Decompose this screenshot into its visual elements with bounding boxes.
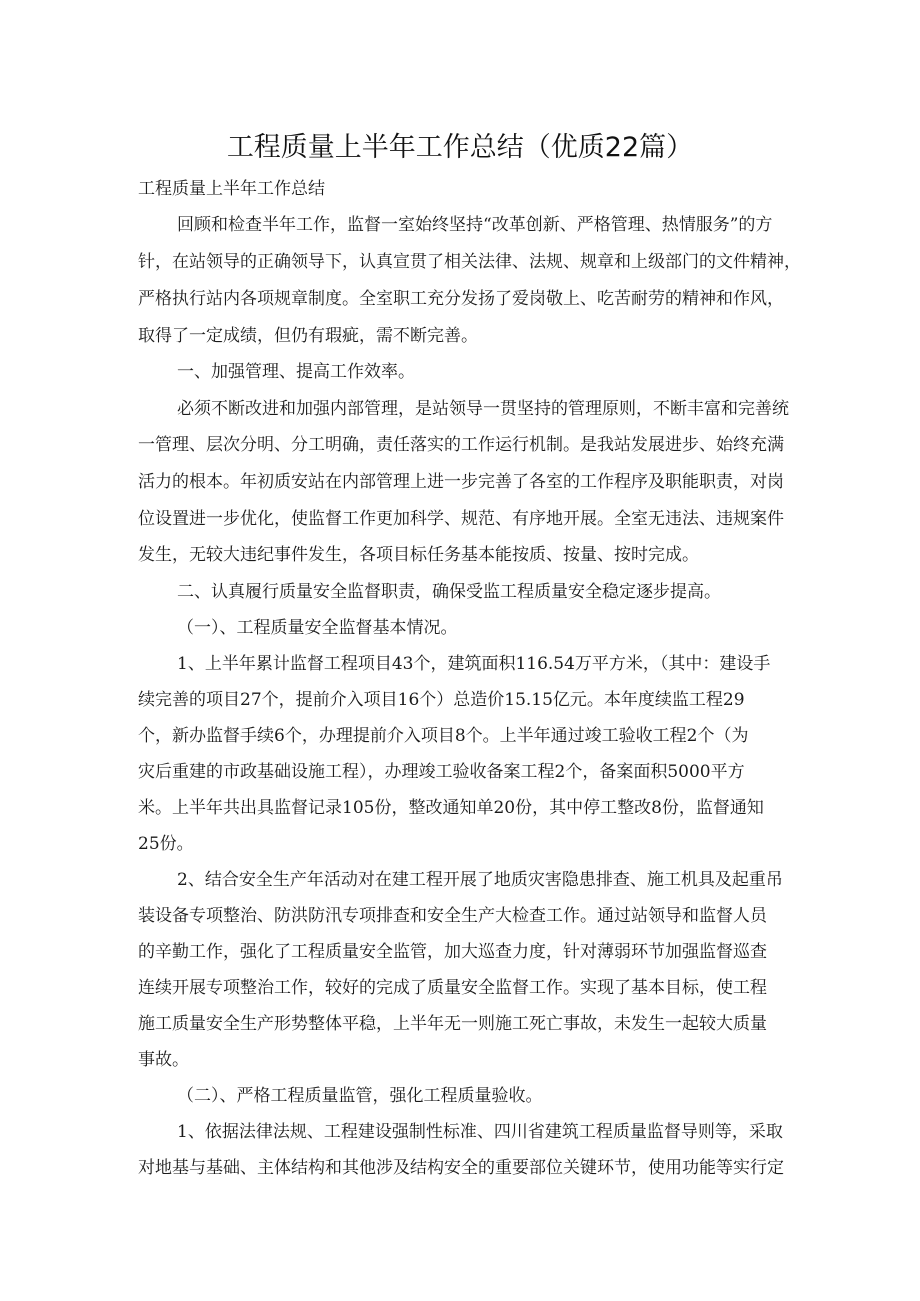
paragraph-line: 施工质量安全生产形势整体平稳，上半年无一则施工死亡事故，未发生一起较大质量 (138, 1014, 767, 1034)
paragraph-line: 装设备专项整治、防洪防汛专项排查和安全生产大检查工作。通过站领导和监督人员 (138, 906, 767, 926)
paragraph-line: 必须不断改进和加强内部管理，是站领导一贯坚持的管理原则，不断丰富和完善统 (177, 399, 789, 419)
paragraph-line: 连续开展专项整治工作，较好的完成了质量安全监督工作。实现了基本目标，使工程 (138, 978, 767, 998)
section-heading: 一、加强管理、提高工作效率。 (177, 362, 415, 382)
section-heading: 二、认真履行质量安全监督职责，确保受监工程质量安全稳定逐步提高。 (177, 582, 721, 602)
subsection-heading: （一）、工程质量安全监督基本情况。 (177, 618, 458, 638)
paragraph-line: 1、上半年累计监督工程项目43个，建筑面积116.54万平方米，（其中：建设手 (177, 654, 771, 674)
paragraph-line: 位设置进一步优化，使监督工作更加科学、规范、有序地开展。全室无违法、违规案件 (138, 509, 784, 529)
paragraph-line: 灾后重建的市政基础设施工程），办理竣工验收备案工程2个，备案面积5000平方 (138, 762, 745, 782)
paragraph-line: 2、结合安全生产年活动对在建工程开展了地质灾害隐患排查、施工机具及起重吊 (177, 870, 783, 890)
subtitle-line: 工程质量上半年工作总结 (138, 179, 325, 199)
paragraph-line: 发生，无较大违纪事件发生，各项目标任务基本能按质、按量、按时完成。 (138, 545, 699, 565)
paragraph-line: 个，新办监督手续6个，办理提前介入项目8个。上半年通过竣工验收工程2个（为 (138, 726, 749, 746)
paragraph-line: 1、依据法律法规、工程建设强制性标准、四川省建筑工程质量监督导则等，采取 (177, 1122, 783, 1142)
paragraph-line: 针，在站领导的正确领导下，认真宣贯了相关法律、法规、规章和上级部门的文件精神， (138, 252, 801, 272)
paragraph-line: 回顾和检查半年工作，监督一室始终坚持“改革创新、严格管理、热情服务”的方 (177, 215, 773, 235)
paragraph-line: 一管理、层次分明、分工明确，责任落实的工作运行机制。是我站发展进步、始终充满 (138, 435, 784, 455)
document-title: 工程质量上半年工作总结（优质22篇） (226, 132, 694, 163)
paragraph-line: 活力的根本。年初质安站在内部管理上进一步完善了各室的工作程序及职能职责，对岗 (138, 472, 784, 492)
paragraph-line: 的辛勤工作，强化了工程质量安全监管，加大巡查力度，针对薄弱环节加强监督巡查 (138, 942, 767, 962)
paragraph-line: 对地基与基础、主体结构和其他涉及结构安全的重要部位关键环节，使用功能等实行定 (138, 1158, 784, 1178)
paragraph-line: 严格执行站内各项规章制度。全室职工充分发扬了爱岗敬上、吃苦耐劳的精神和作风， (138, 289, 784, 309)
paragraph-line: 事故。 (138, 1050, 189, 1070)
paragraph-line: 米。上半年共出具监督记录105份，整改通知单20份，其中停工整改8份，监督通知 (138, 798, 764, 818)
paragraph-line: 取得了一定成绩，但仍有瑕疵，需不断完善。 (138, 326, 478, 346)
paragraph-line: 25份。 (138, 834, 194, 854)
subsection-heading: （二）、严格工程质量监管，强化工程质量验收。 (177, 1086, 543, 1106)
paragraph-line: 续完善的项目27个，提前介入项目16个）总造价15.15亿元。本年度续监工程29 (138, 690, 745, 710)
